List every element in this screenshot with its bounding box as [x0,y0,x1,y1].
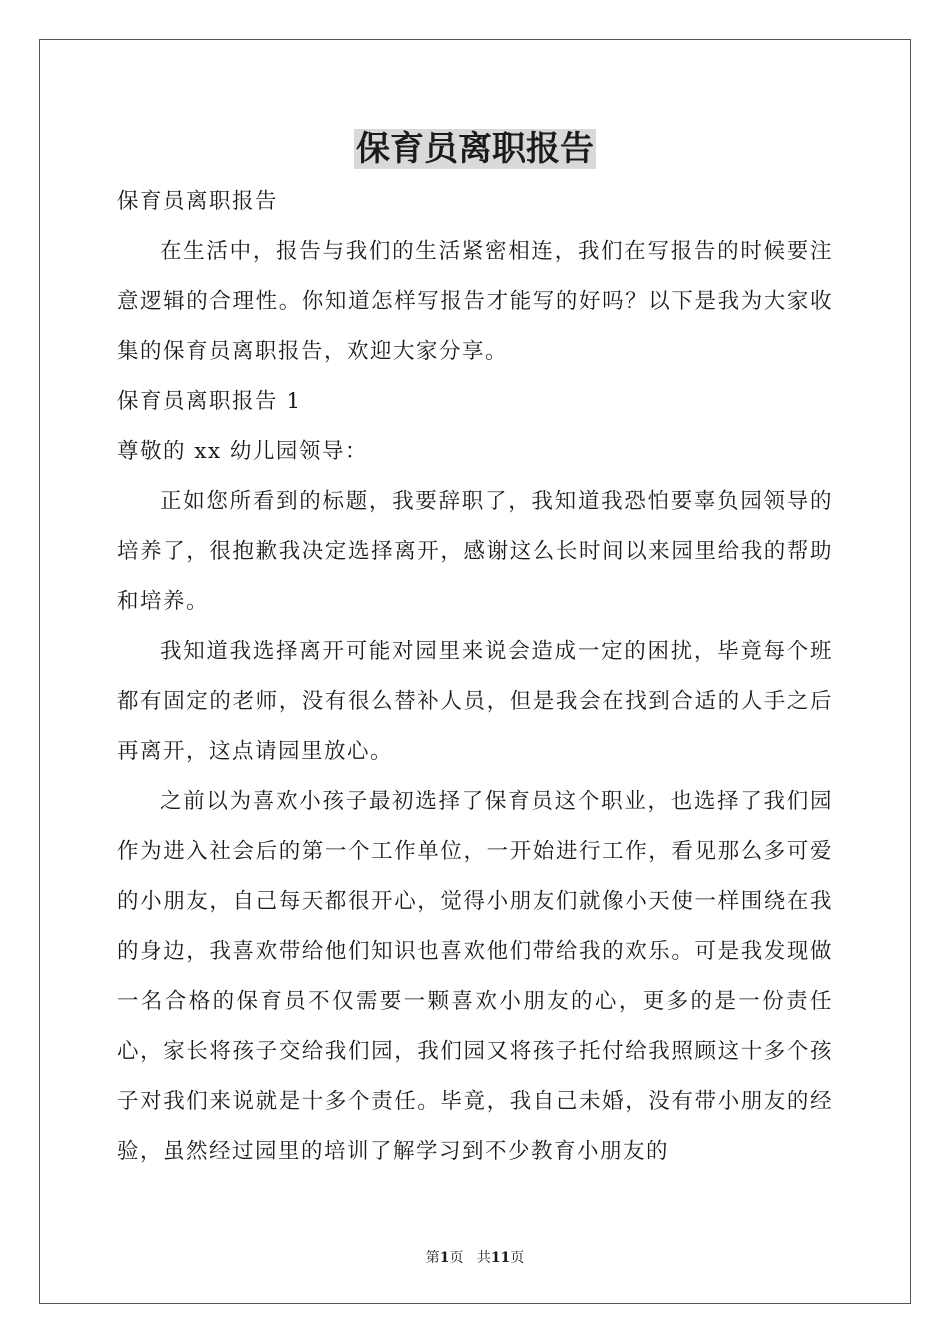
footer-page-suffix: 页 [449,1250,464,1266]
footer-total-prefix: 共 [476,1250,491,1266]
document-title [0,126,950,172]
footer-total-suffix: 页 [510,1250,525,1266]
paragraph: 尊敬的 xx 幼儿园领导： [117,439,368,464]
paragraph: 之前以为喜欢小孩子最初选择了保育员这个职业，也选择了我们园作为进入社会后的第一个工作单位，一开始进行工作，看见那么多可爱的小朋友，自己每天都很开心，觉得小朋友们就像小天使一样围绕在我的身边，我喜欢带给他们知识也喜欢他们带给我的欢乐。可是我发现做一名合格的保育员不仅需要一颗喜欢小朋友的心，更多的是一份责任心，家长将孩子交给我们园，我们园又将孩子托付给我照顾这十多个孩子对我们来说就是十多个责任。毕竟，我自己未婚，没有带小朋友的经验，虽然经过园里的培训了解学习到不少教育小朋友的 [117,789,833,1164]
footer-page-prefix: 第 [425,1250,440,1266]
footer-total-pages: 11 [490,1250,511,1266]
paragraph: 保育员离职报告 1 [117,389,302,414]
document-title-text: 保育员离职报告 [356,129,594,169]
document-body [117,177,833,1177]
paragraph: 正如您所看到的标题，我要辞职了，我知道我恐怕要辜负园领导的培养了，很抱歉我决定选择离开，感谢这么长时间以来园里给我的帮助和培养。 [117,489,833,614]
paragraph: 保育员离职报告 [117,189,279,214]
paragraph: 我知道我选择离开可能对园里来说会造成一定的困扰，毕竟每个班都有固定的老师，没有很么替补人员，但是我会在找到合适的人手之后再离开，这点请园里放心。 [117,639,833,764]
footer-page-number: 1 [439,1250,450,1266]
paragraph: 在生活中，报告与我们的生活紧密相连，我们在写报告的时候要注意逻辑的合理性。你知道怎样写报告才能写的好吗？以下是我为大家收集的保育员离职报告，欢迎大家分享。 [117,239,833,364]
page-footer [0,1248,950,1268]
